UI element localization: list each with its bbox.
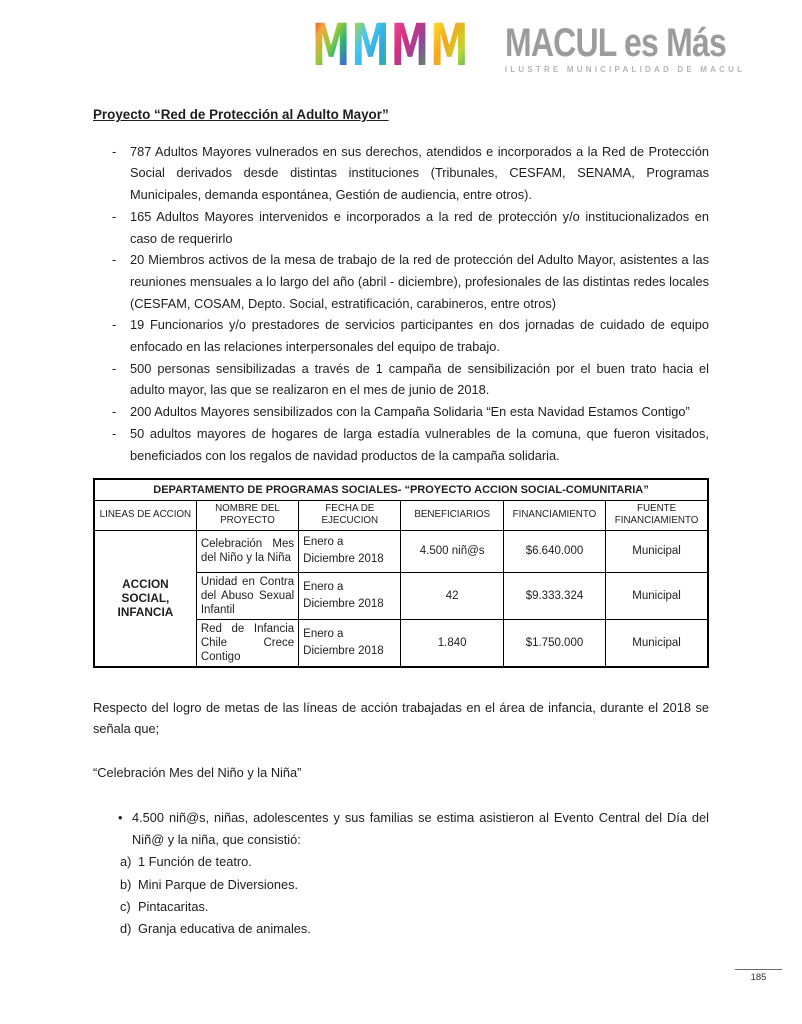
beneficiaries-cell: 1.840: [401, 619, 503, 667]
list-item: [93, 314, 709, 357]
list-item-text: 787 Adultos Mayores vulnerados en sus derechos, atendidos e incorporados a la Red de Protección Social derivados desde distintas instituciones (Tribunales, CESFAM, SENAMA, Programas Municipales, demanda espontánea, Gestión de audiencia, entre otros).: [130, 143, 709, 203]
list-item-text: 500 personas sensibilizadas a través de 1 campaña de sensibilización por el buen trato hacia el adulto mayor, las que se realizaron en el mes de junio de 2018.: [130, 360, 709, 398]
logo-monogram: [312, 11, 469, 79]
list-item-text: 165 Adultos Mayores intervenidos e incorporados a la red de protección y/o institucionalizados en caso de requerirlo: [130, 208, 709, 246]
project-quote: “Celebración Mes del Niño y la Niña”: [93, 765, 302, 781]
list-item-text: Pintacaritas.: [138, 899, 209, 915]
table-row: [94, 530, 708, 572]
date-cell: Enero a Diciembre 2018: [299, 572, 401, 619]
municipality-logo: [312, 11, 781, 79]
list-item: [93, 358, 709, 401]
funding-cell: $9.333.324: [503, 572, 605, 619]
list-item: [93, 141, 709, 206]
achievements-list: [93, 141, 709, 467]
logo-title: MACUL es Más: [504, 21, 726, 65]
list-item: [93, 206, 709, 249]
funding-cell: $6.640.000: [503, 530, 605, 572]
project-name-cell: Red de Infancia Chile Crece Contigo: [196, 619, 298, 667]
page-footer: [735, 969, 782, 983]
column-header: NOMBRE DEL PROYECTO: [196, 500, 298, 530]
list-item-text: 200 Adultos Mayores sensibilizados con la Campaña Solidaria “En esta Navidad Estamos Contigo”: [130, 404, 690, 420]
list-item-text: 19 Funcionarios y/o prestadores de servicios participantes en dos jornadas de cuidado de equipo enfocado en las relaciones interpersonales del equipo de trabajo.: [130, 317, 709, 355]
list-item: [93, 249, 709, 314]
programs-table: [93, 478, 709, 668]
date-cell: Enero a Diciembre 2018: [299, 530, 401, 572]
funding-source-cell: Municipal: [606, 619, 708, 667]
list-item-text: 4.500 niñ@s, niñas, adolescentes y sus familias se estima asistieron al Evento Central del Día del Niñ@ y la niña, que consistió:: [132, 809, 709, 847]
logo-subtitle: ILUSTRE MUNICIPALIDAD DE MACUL: [504, 65, 746, 74]
beneficiaries-cell: 4.500 niñ@s: [401, 530, 503, 572]
table-header-row: [94, 500, 708, 530]
dash-marker: -: [112, 252, 117, 268]
funding-source-cell: Municipal: [606, 530, 708, 572]
list-item-text: Mini Parque de Diversiones.: [138, 876, 299, 892]
bullet-marker: •: [118, 809, 123, 825]
dash-marker: -: [112, 143, 117, 159]
list-item-text: Granja educativa de animales.: [138, 921, 311, 937]
letter-marker: c): [120, 899, 131, 915]
logo-m-icon: M: [312, 11, 351, 79]
list-item-text: 1 Función de teatro.: [138, 854, 252, 870]
dash-marker: -: [112, 208, 117, 224]
column-header: FINANCIAMIENTO: [503, 500, 605, 530]
list-item: [93, 874, 709, 896]
dash-marker: -: [112, 404, 117, 420]
list-item-text: 20 Miembros activos de la mesa de trabajo de la red de protección del Adulto Mayor, asistentes a las reuniones mensuales a lo largo del año (abril - diciembre), profesionales de las distintas redes locales (CESFAM, COSAM, Depto. Social, estratificación, carabineros, entre otros): [130, 252, 709, 311]
row-group-label: ACCION SOCIAL, INFANCIA: [94, 530, 196, 667]
column-header: FECHA DE EJECUCION: [299, 500, 401, 530]
summary-paragraph: Respecto del logro de metas de las líneas de acción trabajadas en el área de infancia, durante el 2018 se señala que;: [93, 699, 709, 737]
list-item-text: 50 adultos mayores de hogares de larga estadía vulnerables de la comuna, que fueron visitados, beneficiados con los regalos de navidad productos de la campaña solidaria.: [130, 425, 709, 463]
column-header: FUENTE FINANCIAMIENTO: [606, 500, 708, 530]
list-item: [93, 401, 709, 423]
project-name-cell: Celebración Mes del Niño y la Niña: [196, 530, 298, 572]
column-header: LINEAS DE ACCION: [94, 500, 196, 530]
funding-cell: $1.750.000: [503, 619, 605, 667]
page-number: 185: [750, 972, 767, 983]
lettered-list: [93, 851, 709, 941]
dash-marker: -: [112, 360, 117, 376]
list-item: [93, 807, 709, 850]
date-cell: Enero a Diciembre 2018: [299, 619, 401, 667]
funding-source-cell: Municipal: [606, 572, 708, 619]
list-item: [93, 851, 709, 873]
beneficiaries-cell: 42: [401, 572, 503, 619]
logo-m-icon: M: [351, 11, 390, 79]
column-header: BENEFICIARIOS: [401, 500, 503, 530]
letter-marker: b): [120, 876, 132, 892]
logo-text: [505, 20, 781, 74]
project-name-cell: Unidad en Contra del Abuso Sexual Infantil: [196, 572, 298, 619]
letter-marker: d): [120, 921, 132, 937]
section-title: Proyecto “Red de Protección al Adulto Mayor”: [93, 107, 389, 122]
list-item: [93, 423, 709, 466]
letter-marker: a): [120, 854, 132, 870]
dash-marker: -: [112, 425, 117, 441]
table-title: DEPARTAMENTO DE PROGRAMAS SOCIALES- “PROYECTO ACCION SOCIAL-COMUNITARIA”: [94, 479, 708, 500]
logo-m-icon: M: [430, 11, 469, 79]
table-title-row: [94, 479, 708, 500]
dash-marker: -: [112, 317, 117, 333]
document-content: [93, 104, 709, 941]
list-item: [93, 896, 709, 918]
list-item: [93, 918, 709, 940]
logo-m-icon: M: [390, 11, 429, 79]
